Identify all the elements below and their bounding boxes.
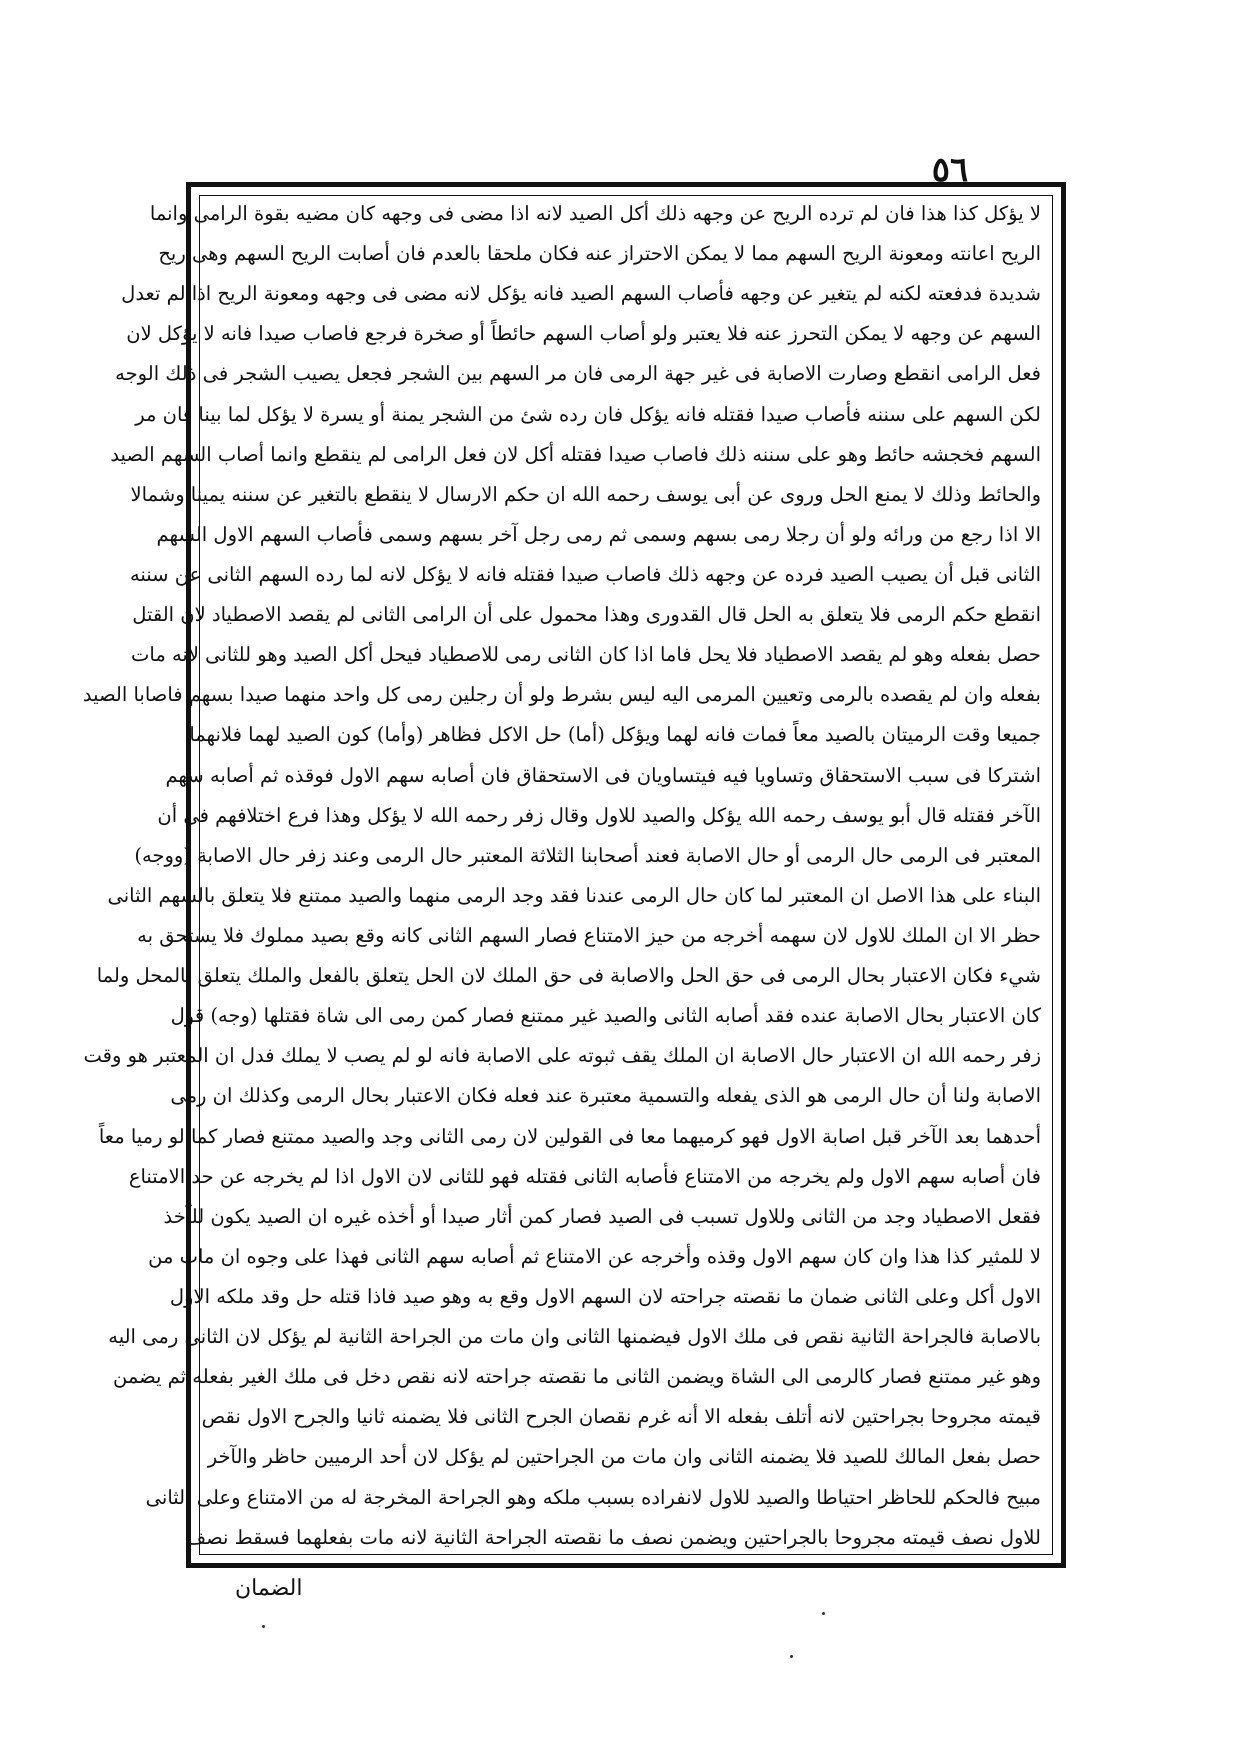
text-line: فان أصابه سهم الاول ولم يخرجه من الامتناع فأصابه الثانى فقتله فهو للثانى لان الاول اذا لم يخرجه عن حد الامتناع xyxy=(128,1164,1041,1188)
scan-speck xyxy=(822,1612,825,1615)
text-line: الريح اعانته ومعونة الريح السهم مما لا يمكن الاحتراز عنه فكان ملحقا بالعدم فان أصابت الريح السهم وهى ريح xyxy=(158,242,1041,266)
text-line: والحائط وذلك لا يمنع الحل وروى عن أبى يوسف رحمه الله ان حكم الارسال لا ينقطع بالتغير عن سننه يمينا وشمالا xyxy=(130,482,1041,506)
text-line: بالاصابة فالجراحة الثانية نقص فى ملك الاول فيضمنها الثانى وان مات من الجراحة الثانية لم يؤكل لان الثانى رمى اليه xyxy=(108,1325,1041,1349)
text-line: المعتبر فى الرمى حال الرمى أو حال الاصابة فعند أصحابنا الثلاثة المعتبر حال الرمى وعند زفر حال الاصابة (ووجه) xyxy=(134,843,1041,867)
text-line: الاول أكل وعلى الثانى ضمان ما نقصته جراحته لان السهم الاول وقع به وهو صيد فاذا قتله حل وقد ملكه الاول xyxy=(169,1284,1041,1308)
text-line: مبيح فالحكم للحاظر احتياطا والصيد للاول لانفراده بسبب ملكه وهو الجراحة المخرجة له من الامتناع وعلى الثانى xyxy=(145,1485,1041,1509)
scan-speck xyxy=(790,1655,793,1658)
text-line: بفعله وان لم يقصده بالرمى وتعيين المرمى اليه ليس بشرط ولو أن رجلين رمى كل واحد منهما صيدا بسهم فاصابا الصيد xyxy=(82,683,1041,707)
text-line: فعل الرامى انقطع وصارت الاصابة فى غير جهة الرمى فان مر السهم بين الشجر فجعل يصيب الشجر فى ذلك الوجه xyxy=(115,362,1041,386)
text-line: لكن السهم على سننه فأصاب صيدا فقتله فانه يؤكل فان رده شئ من الشجر يمنة أو يسرة لا يؤكل لما بينا فان مر xyxy=(135,402,1041,426)
text-line: شيء فكان الاعتبار بحال الرمى فى حق الحل والاصابة فى حق الملك لان الحل يتعلق بالفعل والملك يتعلق بالمحل ولما xyxy=(96,964,1041,988)
catchword: الضمان xyxy=(235,1576,303,1601)
text-line: فقعل الاصطياد وجد من الثانى وللاول تسبب فى الصيد فصار كمن أثار صيدا أو أخذه غيره ان الصيد يكون للآخذ xyxy=(163,1204,1041,1228)
page-number: ٥٦ xyxy=(931,150,969,190)
text-line: لا يؤكل كذا هذا فان لم ترده الريح عن وجهه ذلك أكل الصيد لانه اذا مضى فى وجهه كان مضيه بقوة الرامى وانما xyxy=(149,202,1041,225)
text-line: وهو غير ممتنع فصار كالرمى الى الشاة ويضمن الثانى ما نقصته جراحته لانه نقص دخل فى ملك الغير بفعله ثم يضمن xyxy=(113,1365,1041,1389)
text-frame xyxy=(82,182,1066,1568)
text-line: حصل بفعله وهو لم يقصد الاصطياد فلا يحل فاما اذا كان الثانى رمى للاصطياد فيحل أكل الصيد وهو للثانى لانه مات xyxy=(131,643,1041,667)
text-line: كان الاعتبار بحال الاصابة عنده فقد أصابه الثانى والصيد غير ممتنع فصار كمن رمى الى شاة فقتلها (وجه) قول xyxy=(170,1004,1041,1028)
text-line: لا للمثير كذا هذا وان كان سهم الاول وقذه وأخرجه عن الامتناع ثم أصابه سهم الثانى فهذا على وجوه ان مات من xyxy=(148,1244,1041,1268)
text-line: للاول نصف قيمته مجروحا بالجراحتين ويضمن نصف ما نقصته الجراحة الثانية لانه مات بفعلهما فسقط نصف xyxy=(185,1525,1041,1549)
text-line: السهم فخجشه حائط وهو على سننه ذلك فاصاب صيدا فقتله أكل لان فعل الرامى لم ينقطع وانما أصاب السهم الصيد xyxy=(110,442,1041,466)
text-line: الاصابة ولنا أن حال الرمى هو الذى يفعله والتسمية معتبرة عند فعله فكان الاعتبار بحال الرمى وكذلك ان رمى xyxy=(170,1084,1041,1108)
text-line: قيمته مجروحا بجراحتين لانه أتلف بفعله الا أنه غرم نقصان الجرح الثانى فلا يضمنه ثانيا والجرح الاول نقص xyxy=(201,1405,1041,1429)
text-line: البناء على هذا الاصل ان المعتبر لما كان حال الرمى عندنا فقد وجد الرمى منهما والصيد ممتنع فلا يتعلق بالسهم الثانى xyxy=(107,883,1041,907)
text-line: حصل بفعل المالك للصيد فلا يضمنه الثانى وان مات من الجراحتين لم يؤكل لان أحد الرميين حاظر والآخر xyxy=(207,1445,1041,1469)
text-line: الا اذا رجع من ورائه ولو أن رجلا رمى بسهم وسمى ثم رمى رجل آخر بسهم وسمى فأصاب السهم الاول السهم xyxy=(156,522,1041,546)
body-text xyxy=(82,199,1041,1553)
text-line: اشتركا فى سبب الاستحقاق وتساويا فيه فيتساويان فى الاستحقاق فان أصابه سهم الاول فوقذه ثم أصابه سهم xyxy=(165,763,1041,787)
text-line: شديدة فدفعته لكنه لم يتغير عن وجهه فأصاب السهم الصيد فانه يؤكل لانه مضى فى وجهه ومعونة الريح اذا لم تعدل xyxy=(121,282,1041,306)
text-line: الثانى قبل أن يصيب الصيد فرده عن وجهه ذلك فاصاب صيدا فقتله فانه لا يؤكل لانه لما رده السهم الثانى عن سننه xyxy=(129,562,1041,586)
text-line: جميعا وقت الرميتان بالصيد معاً فمات فانه لهما ويؤكل (أما) حل الاكل فظاهر (وأما) كون الصيد لهما فلانهما xyxy=(189,723,1041,747)
text-line: أحدهما بعد الآخر قبل اصابة الاول فهو كرميهما معا فى القولين لان رمى الثانى وجد والصيد ممتنع فصار كما لو رميا معاً xyxy=(98,1124,1041,1148)
text-line: انقطع حكم الرمى فلا يتعلق به الحل قال القدورى وهذا محمول على أن الرامى الثانى لم يقصد الاصطياد لان القتل xyxy=(132,603,1041,627)
text-line: السهم عن وجهه لا يمكن التحرز عنه فلا يعتبر ولو أصاب السهم حائطاً أو صخرة فرجع فاصاب صيدا فانه لا يؤكل لان xyxy=(126,322,1041,346)
scan-speck xyxy=(262,1625,265,1628)
text-line: الآخر فقتله قال أبو يوسف رحمه الله يؤكل والصيد للاول وقال زفر رحمه الله لا يؤكل وهذا فرع اختلافهم فى أن xyxy=(157,803,1041,827)
text-line: حظر الا ان الملك للاول لان سهمه أخرجه من حيز الامتناع فصار السهم الثانى كانه وقع بصيد مملوك فلا يستحق به xyxy=(137,923,1041,947)
text-line: زفر رحمه الله ان الاعتبار حال الاصابة ان الملك يقف ثبوته على الاصابة فانه لو لم يصب لا يملك فدل ان المعتبر هو وقت xyxy=(83,1044,1041,1068)
